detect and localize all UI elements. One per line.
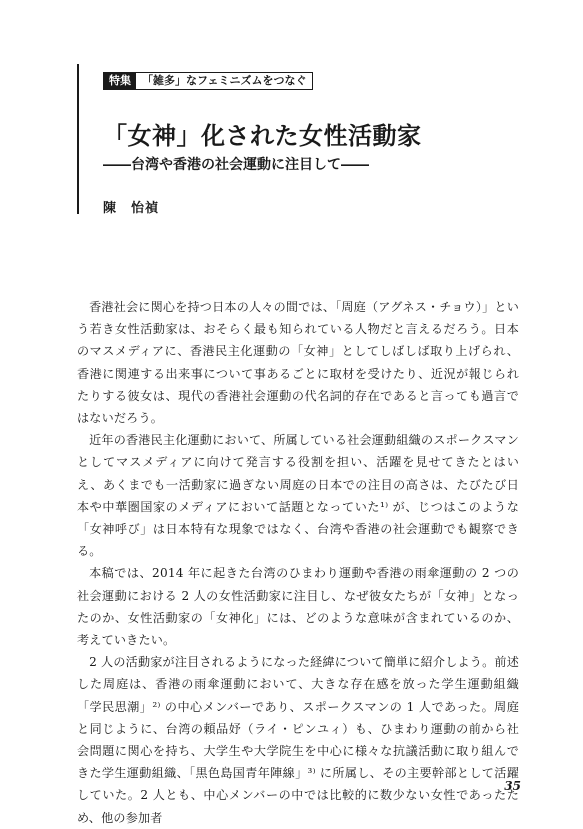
body-paragraph: 2 人の活動家が注目されるようになった経緯について簡単に紹介しよう。前述した周庭は、香港の雨傘運動において、大きな存在感を放った学生運動組織「学民思潮」²⁾ の中心メンバーであり、スポークスマンの 1 人であった。周庭と同じように、台湾の頼品妤（ライ・ピンユィ）も、ひまわり運動の前から社会問題に関心を持ち、大学生や大学院生を中心に様々な抗議活動に取り組んできた学生運動組織、「黒色島国青年陣線」³⁾ に所属し、その主要幹部として活躍していた。2 人とも、中心メンバーの中では比較的に数少ない女性であったため、他の参加者 xyxy=(77,655,519,825)
article-header xyxy=(77,64,499,214)
author-name: 陳 怡禎 xyxy=(103,201,160,216)
article-subtitle: ――台湾や香港の社会運動に注目して―― xyxy=(103,157,369,173)
page-number: 35 xyxy=(504,779,521,793)
series-label: 特集 xyxy=(104,73,136,89)
series-theme: 「雑多」なフェミニズムをつなぐ xyxy=(142,74,307,87)
body-paragraph: 本稿では、2014 年に起きた台湾のひまわり運動や香港の雨傘運動の 2 つの社会運動における 2 人の女性活動家に注目し、なぜ彼女たちが「女神」となったのか、女性活動家の「女神化」には、どのような意味が含まれているのか、考えていきたい。 xyxy=(77,566,519,648)
article-body xyxy=(77,296,519,829)
article-title: 「女神」化された女性活動家 xyxy=(103,121,422,150)
series-tag xyxy=(103,72,313,90)
body-paragraph: 香港社会に関心を持つ日本の人々の間では、「周庭（アグネス・チョウ）」という若き女性活動家は、おそらく最も知られている人物だと言えるだろう。日本のマスメディアに、香港民主化運動の「女神」としてしばしば取り上げられ、香港に関連する出来事について事あるごとに取材を受けたり、近況が報じられたりする彼女は、現代の香港社会運動の代名詞的存在であると言っても過言ではないだろう。 xyxy=(77,300,519,426)
body-paragraph: 近年の香港民主化運動において、所属している社会運動組織のスポークスマンとしてマスメディアに向けて発言する役割を担い、活躍を見せてきたとはいえ、あくまでも一活動家に過ぎない周庭の日本での注目の高さは、たびたび日本や中華圏国家のメディアにおいて話題となっていた¹⁾ が、じつはこのような「女神呼び」は日本特有な現象ではなく、台湾や香港の社会運動でも観察できる。 xyxy=(77,433,519,559)
